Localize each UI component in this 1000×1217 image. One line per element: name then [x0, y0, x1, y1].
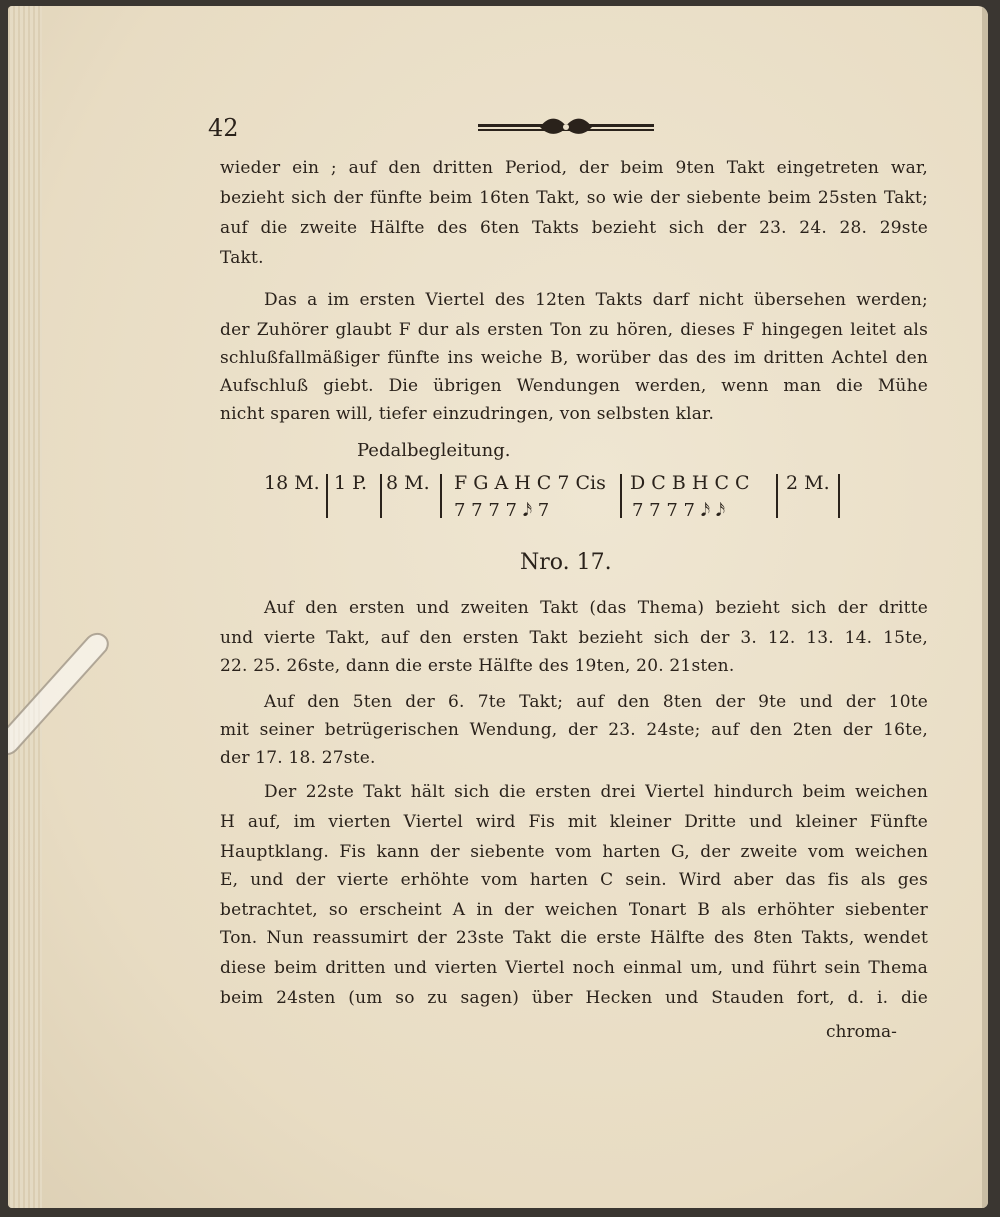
pedal-pause-1: 1 P.: [334, 472, 368, 494]
text-line: H auf, im vierten Viertel wird Fis mit kleiner Dritte und kleiner Fünfte: [220, 812, 928, 832]
text-line: der Zuhörer glaubt F dur als ersten Ton zu hören, dieses F hingegen leitet als: [220, 320, 928, 340]
text-line: schlußfallmäßiger fünfte ins weiche B, worüber das des im dritten Achtel den: [220, 348, 928, 368]
page-gutter: [8, 6, 42, 1208]
section-title: Nro. 17.: [520, 550, 612, 575]
text-line: und vierte Takt, auf den ersten Takt bezieht sich der 3. 12. 13. 14. 15te,: [220, 628, 928, 648]
catchword: chroma-: [826, 1022, 897, 1042]
pedal-notes-1: F G A H C 7 Cis: [454, 472, 606, 494]
pedal-measure-18: 18 M.: [264, 472, 320, 494]
text-line: der 17. 18. 27ste.: [220, 748, 376, 768]
text-line: Takt.: [220, 248, 264, 268]
bar-line: [776, 474, 778, 518]
text-line: Hauptklang. Fis kann der siebente vom harten G, der zweite vom weichen: [220, 842, 928, 862]
show-through-text: [178, 431, 938, 651]
book-page: [8, 6, 988, 1208]
text-line: beim 24sten (um so zu sagen) über Hecken und Stauden fort, d. i. die: [220, 988, 928, 1008]
text-line: 22. 25. 26ste, dann die erste Hälfte des 19ten, 20. 21sten.: [220, 656, 735, 676]
page-number: 42: [208, 114, 239, 142]
text-line: diese beim dritten und vierten Viertel noch einmal um, und führt sein Thema: [220, 958, 928, 978]
bar-line: [620, 474, 622, 518]
text-line: E, und der vierte erhöhte vom harten C sein. Wird aber das fis als ges: [220, 870, 928, 890]
pedal-measure-8: 8 M.: [386, 472, 430, 494]
page-edge: [982, 6, 988, 1208]
text-line: betrachtet, so erscheint A in der weichen Tonart B als erhöhter siebenter: [220, 900, 928, 920]
pedal-notes-2: D C B H C C: [630, 472, 750, 494]
text-line: Der 22ste Takt hält sich die ersten drei Viertel hindurch beim weichen: [264, 782, 928, 802]
pedal-heading: Pedalbegleitung.: [357, 440, 511, 461]
text-line: bezieht sich der fünfte beim 16ten Takt, so wie der siebente beim 25sten Takt;: [220, 188, 928, 208]
paper-clip-icon: [8, 618, 118, 768]
bar-line: [440, 474, 442, 518]
text-line: auf die zweite Hälfte des 6ten Takts bezieht sich der 23. 24. 28. 29ste: [220, 218, 928, 238]
header-ornament-icon: [478, 116, 654, 138]
text-line: mit seiner betrügerischen Wendung, der 23. 24ste; auf den 2ten der 16te,: [220, 720, 928, 740]
text-line: nicht sparen will, tiefer einzudringen, von selbsten klar.: [220, 404, 715, 424]
text-line: Auf den 5ten der 6. 7te Takt; auf den 8ten der 9te und der 10te: [264, 692, 928, 712]
bar-line: [326, 474, 328, 518]
text-line: wieder ein ; auf den dritten Period, der beim 9ten Takt eingetreten war,: [220, 158, 928, 178]
bar-line: [380, 474, 382, 518]
pedal-rhythm-1: 7 7 7 7 𝅘𝅥𝅯 7: [454, 500, 550, 521]
pedal-rhythm-2: 7 7 7 7 𝅘𝅥𝅯 𝅘𝅥𝅯: [632, 500, 726, 521]
bar-line: [838, 474, 840, 518]
text-line: Das a im ersten Viertel des 12ten Takts darf nicht übersehen werden;: [264, 290, 928, 310]
text-line: Auf den ersten und zweiten Takt (das Thema) bezieht sich der dritte: [264, 598, 928, 618]
text-line: Ton. Nun reassumirt der 23ste Takt die erste Hälfte des 8ten Takts, wendet: [220, 928, 928, 948]
text-line: Aufschluß giebt. Die übrigen Wendungen werden, wenn man die Mühe: [220, 376, 928, 396]
pedal-measure-2: 2 M.: [786, 472, 830, 494]
